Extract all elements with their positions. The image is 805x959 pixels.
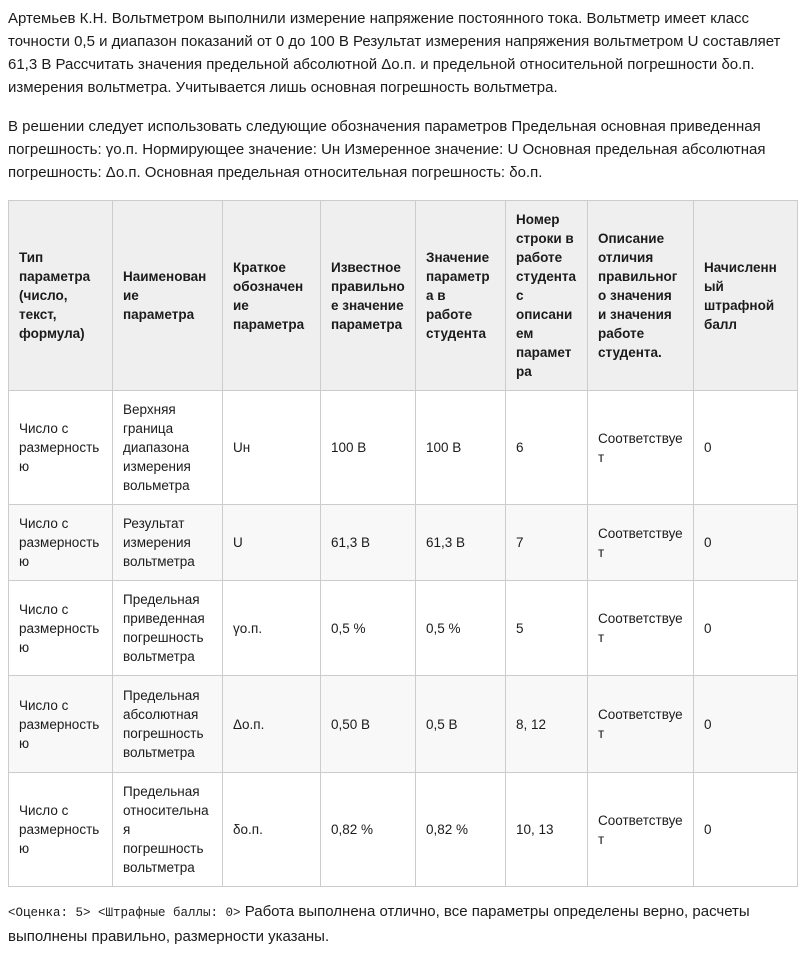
table-header-row [9,201,798,391]
cell-difference: Соответствует [588,505,694,581]
cell-penalty: 0 [694,391,798,505]
cell-type: Число с размерностью [9,676,113,773]
cell-difference: Соответствует [588,676,694,773]
column-header-penalty: Начисленный штрафной балл [694,201,798,391]
table-row [9,505,798,581]
cell-penalty: 0 [694,581,798,676]
cell-line-number: 6 [506,391,588,505]
cell-designation: δо.п. [223,773,321,887]
penalty-tag: <Штрафные баллы: 0> [98,906,241,920]
cell-penalty: 0 [694,676,798,773]
cell-correct-value: 100 В [321,391,416,505]
table-row [9,391,798,505]
cell-line-number: 5 [506,581,588,676]
table-row [9,676,798,773]
cell-name: Предельная относительная погрешность вольтметра [113,773,223,887]
cell-difference: Соответствует [588,581,694,676]
cell-type: Число с размерностью [9,505,113,581]
parameters-table [8,200,798,887]
cell-difference: Соответствует [588,391,694,505]
column-header-correct-value: Известное правильное значение параметра [321,201,416,391]
cell-correct-value: 0,50 В [321,676,416,773]
cell-name: Предельная абсолютная погрешность вольтметра [113,676,223,773]
cell-correct-value: 61,3 В [321,505,416,581]
cell-designation: γо.п. [223,581,321,676]
table-row [9,581,798,676]
cell-line-number: 10, 13 [506,773,588,887]
cell-designation: Uн [223,391,321,505]
cell-name: Верхняя граница диапазона измерения вольметра [113,391,223,505]
cell-student-value: 0,5 % [416,581,506,676]
column-header-type: Тип параметра (число, текст, формула) [9,201,113,391]
tag-separator [91,906,99,920]
grade-tag: <Оценка: 5> [8,906,91,920]
cell-type: Число с размерностью [9,391,113,505]
cell-difference: Соответствует [588,773,694,887]
cell-correct-value: 0,5 % [321,581,416,676]
cell-type: Число с размерностью [9,581,113,676]
grade-comment: Работа выполнена отлично, все параметры определены верно, расчеты выполнены правильно, размерности указаны. [8,903,750,945]
column-header-difference-description: Описание отличия правильного значения и значения работе студента. [588,201,694,391]
cell-line-number: 8, 12 [506,676,588,773]
cell-student-value: 100 В [416,391,506,505]
cell-student-value: 61,3 В [416,505,506,581]
column-header-line-number: Номер строки в работе студента с описанием параметра [506,201,588,391]
notation-paragraph: В решении следует использовать следующие обозначения параметров Предельная основная приведенная погрешность: γо.п. Нормирующее значение: Uн Измеренное значение: U Основная предельная абсолютная погрешность: Δо.п. Основная предельная относительная погрешность: δо.п. [8,118,766,181]
cell-student-value: 0,82 % [416,773,506,887]
cell-correct-value: 0,82 % [321,773,416,887]
problem-statement: Артемьев К.Н. Вольтметром выполнили измерение напряжение постоянного тока. Вольтметр имеет класс точности 0,5 и диапазон показаний от 0 до 100 В Результат измерения напряжения вольтметром U составляет 61,3 В Рассчитать значения предельной абсолютной Δо.п. и предельной относительной погрешности δо.п. измерения вольтметра. Учитывается лишь основная погрешность вольтметра. [8,10,781,96]
column-header-short-designation: Краткое обозначение параметра [223,201,321,391]
cell-type: Число с размерностью [9,773,113,887]
column-header-name: Наименование параметра [113,201,223,391]
cell-penalty: 0 [694,505,798,581]
cell-line-number: 7 [506,505,588,581]
cell-name: Результат измерения вольтметра [113,505,223,581]
cell-designation: Δо.п. [223,676,321,773]
cell-student-value: 0,5 В [416,676,506,773]
grade-line [8,900,797,949]
cell-designation: U [223,505,321,581]
table-row [9,773,798,887]
cell-name: Предельная приведенная погрешность вольтметра [113,581,223,676]
cell-penalty: 0 [694,773,798,887]
column-header-student-value: Значение параметра в работе студента [416,201,506,391]
